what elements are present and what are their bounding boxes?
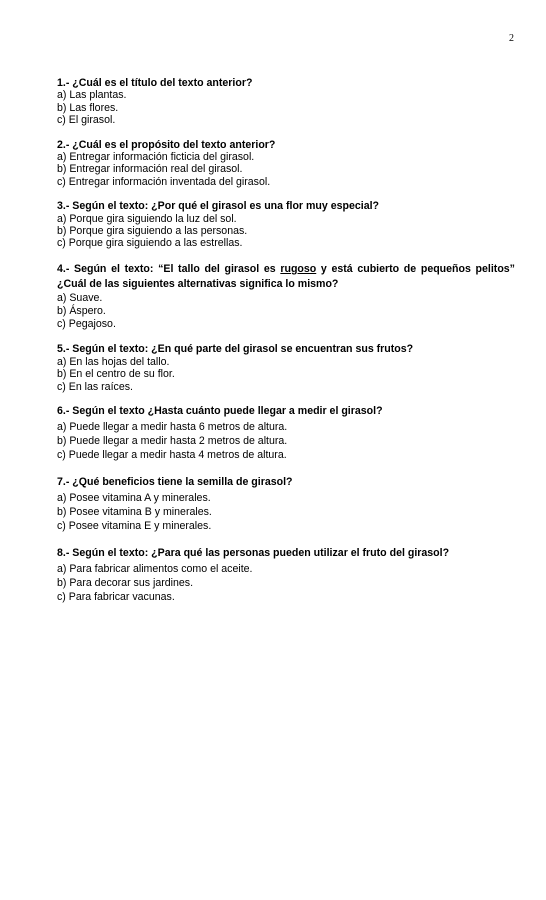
option-a[interactable]: a) Para fabricar alimentos como el aceite. bbox=[57, 562, 253, 575]
question-2 bbox=[57, 139, 515, 189]
question-text: 7.- ¿Qué beneficios tiene la semilla de girasol? bbox=[57, 476, 293, 489]
option-a[interactable]: a) Suave. bbox=[57, 291, 103, 304]
question-4 bbox=[57, 262, 515, 332]
question-5 bbox=[57, 343, 515, 393]
question-8 bbox=[57, 547, 515, 604]
option-c[interactable]: c) Entregar información inventada del girasol. bbox=[57, 175, 271, 188]
option-a[interactable]: a) Puede llegar a medir hasta 6 metros de altura. bbox=[57, 420, 288, 433]
option-c[interactable]: c) Puede llegar a medir hasta 4 metros de altura. bbox=[57, 448, 287, 461]
question-text: 2.- ¿Cuál es el propósito del texto anterior? bbox=[57, 138, 276, 151]
option-c[interactable]: c) Porque gira siguiendo a las estrellas. bbox=[57, 237, 243, 250]
question-list bbox=[57, 77, 515, 604]
answer-options bbox=[57, 151, 515, 188]
option-b[interactable]: b) Las flores. bbox=[57, 101, 119, 114]
answer-options bbox=[57, 213, 515, 250]
question-text-end: y está cubierto de pequeños pelitos” ¿Cuál de las siguientes alternativas significa lo mismo? bbox=[57, 262, 515, 290]
option-a[interactable]: a) Porque gira siguiendo la luz del sol. bbox=[57, 212, 237, 225]
option-b[interactable]: b) Puede llegar a medir hasta 2 metros de altura. bbox=[57, 434, 288, 447]
question-text bbox=[57, 262, 515, 292]
option-c[interactable]: c) Para fabricar vacunas. bbox=[57, 590, 175, 603]
option-c[interactable]: c) Posee vitamina E y minerales. bbox=[57, 519, 212, 532]
answer-options bbox=[57, 562, 515, 605]
question-text: 1.- ¿Cuál es el título del texto anterior? bbox=[57, 77, 253, 89]
option-b[interactable]: b) Áspero. bbox=[57, 305, 106, 318]
underlined-word: rugoso bbox=[280, 262, 317, 275]
option-b[interactable]: b) Porque gira siguiendo a las personas. bbox=[57, 225, 248, 238]
option-b[interactable]: b) Para decorar sus jardines. bbox=[57, 576, 194, 589]
option-c[interactable]: c) En las raíces. bbox=[57, 380, 133, 393]
answer-options bbox=[57, 491, 515, 534]
option-a[interactable]: a) Las plantas. bbox=[57, 89, 127, 102]
option-a[interactable]: a) Posee vitamina A y minerales. bbox=[57, 491, 211, 504]
answer-options bbox=[57, 89, 515, 126]
question-text: 5.- Según el texto: ¿En qué parte del girasol se encuentran sus frutos? bbox=[57, 343, 414, 356]
answer-options bbox=[57, 420, 515, 463]
option-c[interactable]: c) Pegajoso. bbox=[57, 318, 116, 331]
question-7 bbox=[57, 476, 515, 533]
option-a[interactable]: a) Entregar información ficticia del girasol. bbox=[57, 151, 255, 164]
answer-options bbox=[57, 356, 515, 393]
question-1 bbox=[57, 77, 515, 127]
option-c[interactable]: c) El girasol. bbox=[57, 114, 116, 127]
question-text: 6.- Según el texto ¿Hasta cuánto puede llegar a medir el girasol? bbox=[57, 405, 383, 418]
option-b[interactable]: b) Entregar información real del girasol. bbox=[57, 163, 243, 176]
option-b[interactable]: b) En el centro de su flor. bbox=[57, 368, 175, 381]
question-3 bbox=[57, 200, 515, 250]
answer-options bbox=[57, 292, 515, 332]
question-6 bbox=[57, 405, 515, 462]
page-number: 2 bbox=[509, 33, 514, 44]
question-text-start: 4.- Según el texto: “El tallo del girasol es bbox=[57, 262, 281, 275]
option-a[interactable]: a) En las hojas del tallo. bbox=[57, 355, 170, 368]
question-text: 8.- Según el texto: ¿Para qué las personas pueden utilizar el fruto del girasol? bbox=[57, 547, 450, 560]
question-text: 3.- Según el texto: ¿Por qué el girasol es una flor muy especial? bbox=[57, 200, 380, 213]
option-b[interactable]: b) Posee vitamina B y minerales. bbox=[57, 505, 212, 518]
